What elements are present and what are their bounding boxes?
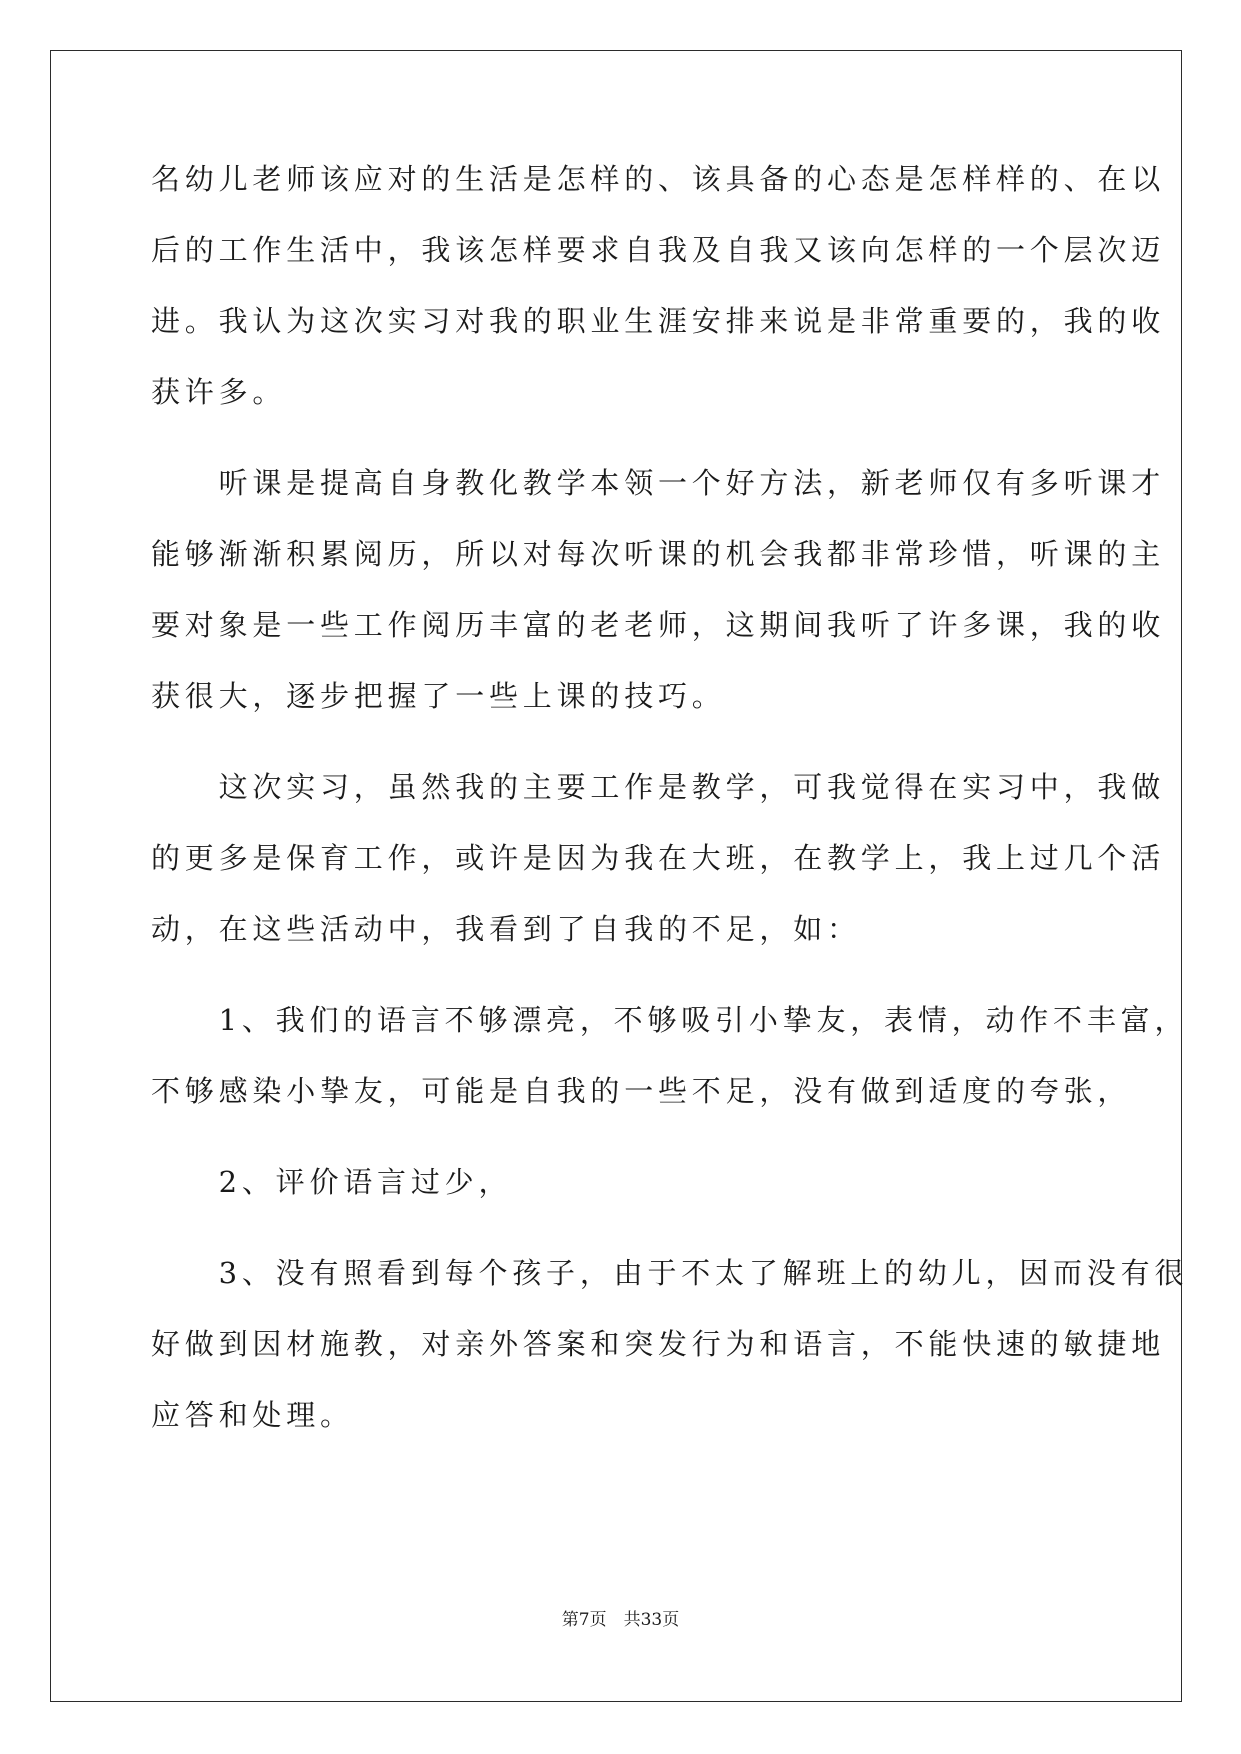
- text-line: 听课是提高自身教化教学本领一个好方法，新老师仅有多听课才: [151, 466, 1166, 500]
- text-line: 动，在这些活动中，我看到了自我的不足，如：: [151, 912, 861, 946]
- text-line: 好做到因材施教，对亲外答案和突发行为和语言，不能快速的敏捷地: [151, 1327, 1166, 1361]
- text-line: 1、我们的语言不够漂亮，不够吸引小挚友，表情，动作不丰富，: [151, 1003, 1189, 1037]
- text-line: 后的工作生活中，我该怎样要求自我及自我又该向怎样的一个层次迈: [151, 233, 1166, 267]
- text-line: 不够感染小挚友，可能是自我的一些不足，没有做到适度的夸张，: [151, 1074, 1132, 1108]
- page-footer: [0, 1608, 1241, 1632]
- text-line: 要对象是一些工作阅历丰富的老老师，这期间我听了许多课，我的收: [151, 608, 1166, 642]
- text-line: 名幼儿老师该应对的生活是怎样的、该具备的心态是怎样样的、在以: [151, 162, 1166, 196]
- text-line: 2、评价语言过少，: [151, 1165, 513, 1199]
- text-line: 获许多。: [151, 375, 287, 409]
- text-line: 能够渐渐积累阅历，所以对每次听课的机会我都非常珍惜，听课的主: [151, 537, 1166, 571]
- text-line: 的更多是保育工作，或许是因为我在大班，在教学上，我上过几个活: [151, 841, 1166, 875]
- text-line: 应答和处理。: [151, 1398, 354, 1432]
- text-line: 这次实习，虽然我的主要工作是教学，可我觉得在实习中，我做: [151, 770, 1166, 804]
- page-number: 第7页 共33页: [561, 1610, 680, 1630]
- text-line: 3、没有照看到每个孩子，由于不太了解班上的幼儿，因而没有很: [151, 1256, 1189, 1290]
- text-line: 获很大，逐步把握了一些上课的技巧。: [151, 679, 726, 713]
- text-line: 进。我认为这次实习对我的职业生涯安排来说是非常重要的，我的收: [151, 304, 1166, 338]
